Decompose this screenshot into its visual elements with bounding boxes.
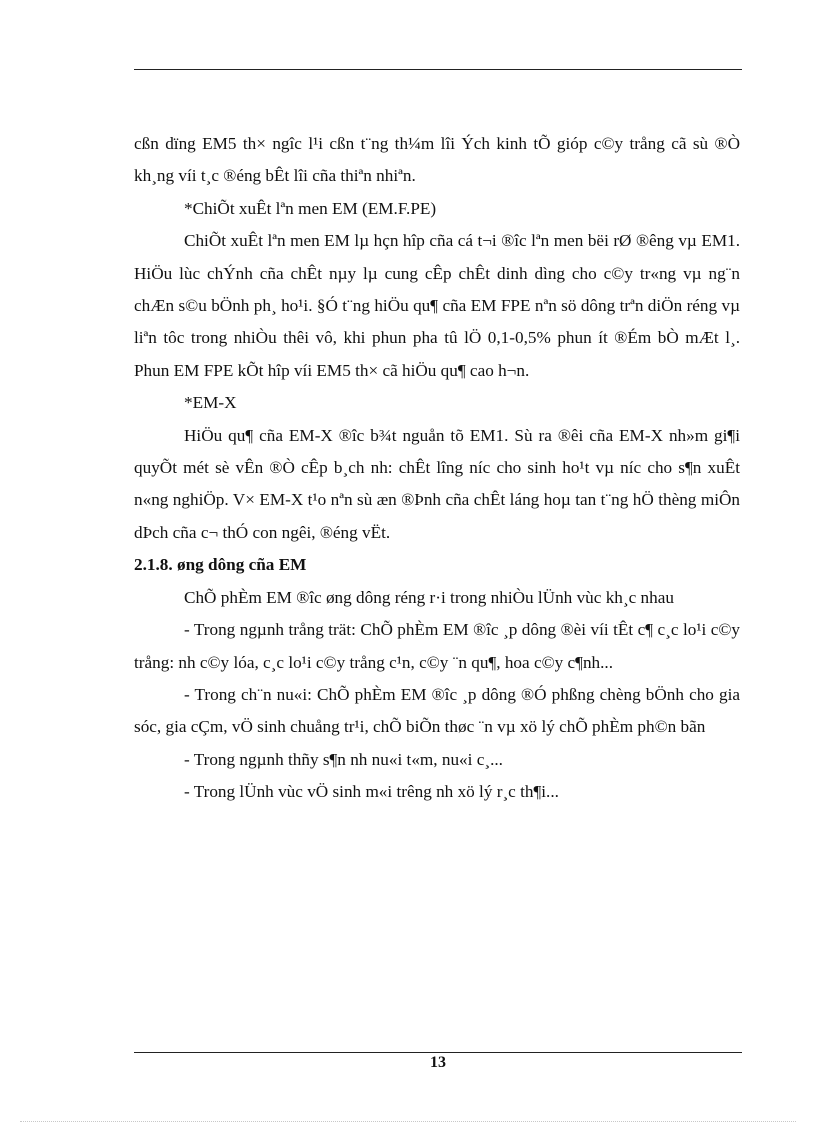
page-edge-divider [20,1121,796,1122]
paragraph-em-x: HiÖu qu¶ cña EM-X ®îc b¾t nguån tõ EM1. Sù ra ®êi cña EM-X nh»m gi¶i quyÕt mét sè vÊn ®Ò cÊp b¸ch nh: chÊt lîng níc cho sinh ho¹t vµ níc cho s¶n xuÊt n«ng nghiÖp. V× EM-X t¹o nªn sù æn ®Þnh cña chÊt láng hoµ tan t¨ng hÖ thèng miÔn dÞch cña c¬ thÓ con ngêi, ®éng vËt. [134,425,740,542]
list-item-cultivation: - Trong ngµnh trång trät: ChÕ phÈm EM ®îc ¸p dông ®èi víi tÊt c¶ c¸c lo¹i c©y trång: nh c©y lóa, c¸c lo¹i c©y trång c¹n, c©y ¨n qu¶, hoa c©y c¶nh... [134,620,740,672]
paragraph-em-fpe: ChiÕt xuÊt lªn men EM lµ hçn hîp cña cá t¬i ®îc lªn men bëi rØ ®êng vµ EM1. HiÖu lùc chÝnh cña chÊt nµy lµ cung cÊp chÊt dinh dìng cho c©y tr«ng vµ ng¨n chÆn s©u bÖnh ph¸ ho¹i. §Ó t¨ng hiÖu qu¶ cña EM FPE nªn sö dông trªn diÖn réng vµ liªn tôc trong nhiÒu thêi vô, khi phun pha tû lÖ 0,1-0,5% phun ít ®Ém bÒ mÆt l¸. Phun EM FPE kÕt hîp víi EM5 th× cã hiÖu qu¶ cao h¬n. [134,231,740,380]
subheading-em-fpe: *ChiÕt xuÊt lªn men EM (EM.F.PE) [184,198,437,218]
subheading-em-x: *EM-X [184,393,237,413]
paragraph-em5-continuation: cßn dïng EM5 th× ngîc l¹i cßn t¨ng th¼m lîi Ých kinh tÕ gióp c©y trång cã sù ®Ò kh¸ng víi t¸c ®éng bÊt lîi cña thiªn nhiªn. [134,134,740,186]
list-item-environment: - Trong lÜnh vùc vÖ sinh m«i trêng nh xö lý r¸c th¶i... [184,782,559,802]
page-number: 13 [430,1054,446,1071]
list-item-livestock: - Trong ch¨n nu«i: ChÕ phÈm EM ®îc ¸p dông ®Ó phßng chèng bÖnh cho gia sóc, gia cÇm, vÖ sinh chuång tr¹i, chÕ biÕn thøc ¨n vµ xö lý chÕ phÈm ph©n bãn [134,684,740,737]
section-heading-2-1-8: 2.1.8. øng dông cña EM [134,555,307,575]
header-rule [134,69,742,70]
paragraph-applications-intro: ChÕ phÈm EM ®îc øng dông réng r·i trong nhiÒu lÜnh vùc kh¸c nhau [184,587,674,607]
document-body [134,128,740,809]
list-item-aquaculture: - Trong ngµnh thñy s¶n nh nu«i t«m, nu«i c¸... [184,749,503,769]
